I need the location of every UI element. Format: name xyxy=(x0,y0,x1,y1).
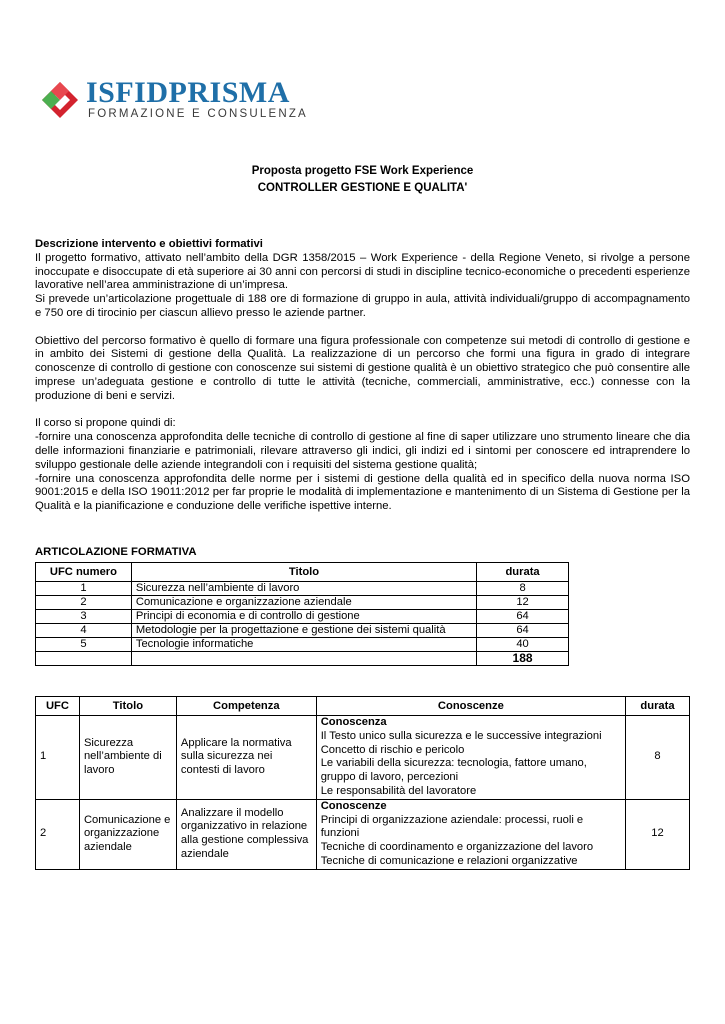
brand-part2: PRISMA xyxy=(168,76,290,109)
articolazione-heading: ARTICOLAZIONE FORMATIVA xyxy=(35,546,197,558)
column-header: UFC xyxy=(36,697,80,716)
cell-durata: 64 xyxy=(477,624,569,638)
cell-durata: 40 xyxy=(477,638,569,652)
cell-titolo: Comunicazione e organizzazione aziendale xyxy=(79,799,176,869)
cell-ufc: 5 xyxy=(36,638,132,652)
document-title: Proposta progetto FSE Work Experience xyxy=(251,165,474,177)
table-row xyxy=(36,624,569,638)
column-header: UFC numero xyxy=(36,563,132,582)
cell-titolo: Metodologie per la progettazione e gestione dei sistemi qualità xyxy=(131,624,476,638)
document-subtitle: CONTROLLER GESTIONE E QUALITA' xyxy=(257,182,468,194)
column-header: Competenza xyxy=(176,697,316,716)
cell-ufc: 1 xyxy=(36,716,80,800)
table-row xyxy=(36,799,690,869)
table-row xyxy=(36,610,569,624)
total-hours: 188 xyxy=(477,652,569,666)
column-header: durata xyxy=(477,563,569,582)
column-header: durata xyxy=(626,697,690,716)
list-item: Le responsabilità del lavoratore xyxy=(320,784,477,797)
cell-durata: 12 xyxy=(477,596,569,610)
cell-competenza: Applicare la normativa sulla sicurezza nei contesti di lavoro xyxy=(176,716,316,800)
cell-conoscenze xyxy=(316,799,625,869)
list-item: Tecniche di coordinamento e organizzazione del lavoro xyxy=(320,841,594,854)
list-item: Le variabili della sicurezza: tecnologia, fattore umano, gruppo di lavoro, percezioni xyxy=(320,757,587,784)
list-item: Il Testo unico sulla sicurezza e le successive integrazioni xyxy=(320,729,602,742)
articolazione-table xyxy=(35,562,569,666)
cell-ufc: 1 xyxy=(36,582,132,596)
cell-ufc: 3 xyxy=(36,610,132,624)
brand-tagline: FORMAZIONE E CONSULENZA xyxy=(88,108,308,120)
list-item: Tecniche di comunicazione e relazioni organizzative xyxy=(320,854,578,867)
cell-durata: 64 xyxy=(477,610,569,624)
conoscenze-heading: Conoscenze xyxy=(320,799,387,812)
paragraph: Il progetto formativo, attivato nell’ambito della DGR 1358/2015 – Work Experience - della Regione Veneto, si rivolge a persone inoccupate e disoccupate di età superiore ai 30 anni con percorsi di studi in discipline tecnico-economiche o precedenti esperienze lavorative nell’area amministrazione di un’impresa. xyxy=(35,251,690,292)
cell-competenza: Analizzare il modello organizzativo in relazione alla gestione complessiva aziendale xyxy=(176,799,316,869)
paragraph: -fornire una conoscenza approfondita delle norme per i sistemi di gestione della qualità ed in specifico della nuova norma ISO 9001:2015 e della ISO 19011:2012 per far proprie le modalità di implementazione e mantenimento di un Sistema di Gestione per la Qualità e la pianificazione e conduzione delle verifiche ispettive interne. xyxy=(35,472,690,513)
ufc-detail-table xyxy=(35,696,690,870)
cell-titolo: Principi di economia e di controllo di gestione xyxy=(131,610,476,624)
cell-ufc: 4 xyxy=(36,624,132,638)
description-section xyxy=(35,238,690,514)
table-row xyxy=(36,582,569,596)
section-heading: Descrizione intervento e obiettivi formativi xyxy=(35,238,263,250)
brand-name xyxy=(86,78,290,108)
paragraph: Si prevede un’articolazione progettuale di 188 ore di formazione di gruppo in aula, attività individuali/gruppo di accompagnamento e 750 ore di tirocinio per ciascun allievo presso le aziende partner. xyxy=(35,293,690,319)
cell-durata: 8 xyxy=(477,582,569,596)
table-row xyxy=(36,596,569,610)
column-header: Titolo xyxy=(79,697,176,716)
cell-titolo: Tecnologie informatiche xyxy=(131,638,476,652)
cell-titolo: Sicurezza nell’ambiente di lavoro xyxy=(131,582,476,596)
list-item: Principi di organizzazione aziendale: processi, ruoli e funzioni xyxy=(320,813,584,840)
brand-part1: ISFID xyxy=(86,76,169,109)
cell-conoscenze xyxy=(316,716,625,800)
cell-titolo: Sicurezza nell’ambiente di lavoro xyxy=(79,716,176,800)
column-header: Titolo xyxy=(131,563,476,582)
list-item: Concetto di rischio e pericolo xyxy=(320,743,465,756)
column-header: Conoscenze xyxy=(316,697,625,716)
conoscenze-heading: Conoscenza xyxy=(320,716,387,728)
company-logo xyxy=(38,78,308,122)
cell-durata: 12 xyxy=(626,799,690,869)
table-row xyxy=(36,638,569,652)
table-row xyxy=(36,716,690,800)
total-row xyxy=(36,652,569,666)
cell-durata: 8 xyxy=(626,716,690,800)
cell-ufc: 2 xyxy=(36,596,132,610)
cell-ufc: 2 xyxy=(36,799,80,869)
paragraph: Il corso si propone quindi di: xyxy=(35,417,176,430)
paragraph: -fornire una conoscenza approfondita delle tecniche di controllo di gestione al fine di saper utilizzare uno strumento lineare che dia delle informazioni finanziarie e patrimoniali, rilevare attraverso gli indici, gli indizi ed i sintomi per conoscere ed intraprendere lo sviluppo gestionale delle aziende integrandoli con i requisiti del sistema gestione qualità; xyxy=(35,431,690,471)
logo-mark-icon xyxy=(38,78,82,122)
cell-titolo: Comunicazione e organizzazione aziendale xyxy=(131,596,476,610)
paragraph: Obiettivo del percorso formativo è quello di formare una figura professionale con competenze sui metodi di controllo di gestione e in ambito dei Sistemi di gestione della Qualità. La realizzazione di un percorso che formi una figura in grado di integrare conoscenze di controllo di gestione con conoscenze sui sistemi di gestione qualità è un obiettivo strategico che può consentire alle imprese un’adeguata gestione e controllo di tutte le attività (tecniche, commerciali, amministrative, ecc.) connesse con la produzione di beni e servizi. xyxy=(35,334,690,402)
